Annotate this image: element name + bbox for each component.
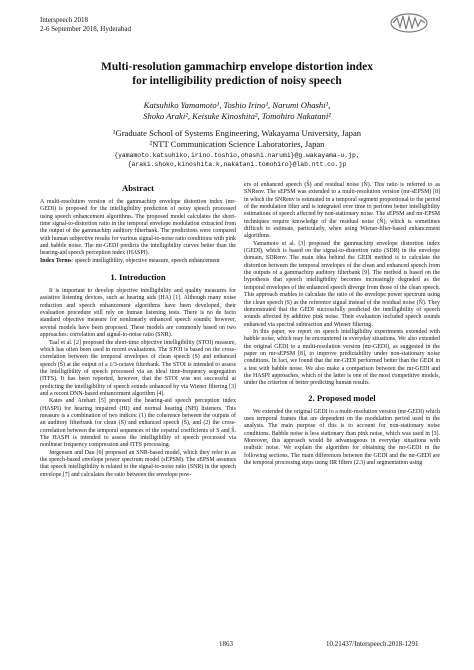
index-terms-label: Index Terms xyxy=(40,257,72,264)
abstract-heading: Abstract xyxy=(122,183,154,193)
title-line-2: for intelligibility prediction of noisy speech xyxy=(132,75,342,87)
interspeech-logo xyxy=(388,12,430,34)
conference-header xyxy=(40,16,131,34)
abstract-body: A multi-resolution version of the gammachirp envelope distortion index (mr-GEDI) is proposed for the intelligibility prediction of noisy speech processed using speech enhancement algorithms. The proposed model calculates the short-time signal-to-distortion ratio in the temporal envelope modulation extracted from the output of the gammachirp auditory filterbank. The predictions were compared with human subjective results for various signal-to-noise ratio conditions with pink and babble noise. The mr-GEDI predicts the intelligibility curves better than the hearing-aid speech perception index (HASPI). xyxy=(40,199,236,257)
affiliation-1: ¹Graduate School of Systems Engineering, Wakayama University, Japan xyxy=(112,128,362,138)
authors-line-2: Shoko Araki², Keisuke Kinoshita², Tomohiro Nakatani² xyxy=(143,111,331,121)
right-column xyxy=(244,182,440,467)
intro-paragraph-4: Jørgensen and Dau [6] proposed an SNR-based model, which they refer to as the speech-based envelope power spectrum model (sEPSM). The sEPSM assumes that speech intelligibility is related to the signal-to-noise ratio (SNR) in the speech envelope [7] and calculates the ratio between the envelope pow- xyxy=(40,449,236,478)
intro-paragraph-2: Taal et al. [2] proposed the short-time objective intelligibility (STOI) measure, which has often been used in recent evaluations. The STOI is based on the cross-correlation between the temporal envelopes of clean speech (S) and enhanced speech (Ŝ) at the output of a 1/3-octave filterbank. The STOI is intended to assess the intelligibility of speech processed via an ideal time-frequency segregation (ITFS). It has been reported, however, that the STOI was not successful at predicting the intelligibility of speech sounds enhanced by via Wiener filtering [3] and a recent DNN-based enhancement algorithm [4]. xyxy=(40,339,236,397)
author-emails xyxy=(0,152,474,169)
conference-name: Interspeech 2018 xyxy=(40,16,89,24)
page-number: 1863 xyxy=(219,640,233,648)
intro-paragraph-1: It is important to develop objective intelligibility and quality measures for assistive listening devices, such as hearing aids (HA) [1]. Although many noise reduction and speech enhancement algorithms have been developed, their evaluation procedure still rely on human listening tests. There is no de facto standard objective measure for nonlinearly enhanced speech sounds; however, several models have been proposed. These models are commonly based on two approaches: correlation and signal-to-noise ratio (SNR). xyxy=(40,288,236,339)
conference-dates: 2-6 September 2018, Hyderabad xyxy=(40,25,131,33)
index-terms xyxy=(40,258,236,265)
intro-paragraph-continued: ers of enhanced speech (Ŝ) and residual noise (N̂). This ratio is referred to as SNRenv. The sEPSM was extended to a multi-resolution version (mr-sEPSM) [8] in which the SNRenv is estimated in a temporal segment proportional to the period of the modulation filter and is integrated over time to perform better intelligibility estimations of speech affected by non-stationary noise. The sEPSM and mr-EPSM techniques require knowledge of the residual noise (N̂), which is sometimes difficult to estimate, particularly, when using Wiener-filter-based enhancement algorithms. xyxy=(244,182,440,240)
section-2-heading: 2. Proposed model xyxy=(308,392,376,403)
intro-paragraph-6: In this paper, we report on speech intelligibility experiments extended with babble noise, which may be encountered in everyday situations. We also extended the original GEDI to a multi-resolution version (mr-GEDI), as suggested in the paper on mr-sEPSM [8], to improve predictability under non-stationary noise conditions. In fact, we found that the mr-GEDI performed better than the GEDI in a test with babble noise. We also make a comparison between the mr-GEDI and the HASPI approaches, which of the latter is one of the most competitive models, under the criterion of better predicting human results. xyxy=(244,328,440,387)
authors-line-1: Katsuhiko Yamamoto¹, Toshio Irino¹, Narumi Ohashi¹, xyxy=(143,100,331,110)
left-column xyxy=(40,180,236,479)
index-terms-text: : speech intelligibility, objective measure, speech enhancement xyxy=(71,257,220,264)
proposed-model-paragraph: We extended the original GEDI to a multi-resolution version (mr-GEDI) which uses temporal frames that are dependent on the modulation period used in the analysis. The main purpose of this is to account for non-stationary noise conditions. Babble noise is less stationary than pink noise, which was used in [3]. Moreover, this approach would be advantageous in everyday situations with realistic noise. We explain the algorithm for obtaining the mr-GEDI in the following sections. The main differences between the GEDI and the mr-GEDI are the temporal processing steps using IIR filters (2.3) and segmentation using xyxy=(244,408,440,467)
affiliation-2: ²NTT Communication Science Laboratories, Japan xyxy=(149,139,325,149)
paper-title xyxy=(0,60,474,88)
author-list xyxy=(0,100,474,122)
section-1-heading: 1. Introduction xyxy=(110,272,166,283)
emails-line-1: {yamamoto.katsuhiko,irino.toshio,ohashi.narumi}@g.wakayama-u.jp, xyxy=(114,152,360,159)
title-line-1: Multi-resolution gammachirp envelope distortion index xyxy=(101,61,373,73)
affiliations xyxy=(0,128,474,150)
emails-line-2: {araki.shoko,kinoshita.k,nakatani.tomohiro}@lab.ntt.co.jp xyxy=(127,160,347,168)
intro-paragraph-5: Yamamoto et al. [3] proposed the gammachirp envelope distortion index (GEDI), which is based on the signal-to-distortion ratio (SDR) in the envelope domain, SDRenv. The main idea behind the GEDI method is to calculate the distortion between the temporal envelopes of the clean and enhanced speech from the outputs of a gammachirp auditory filterbank [9]. The method is based on the hypothesis that speech intelligibility becomes increasingly degraded as the temporal envelopes of the enhanced speech diverge from those of the clean speech. This approach enables to calculate the ratio of the envelope power spectrum using the clean speech (S) as the reference signal instead of the residual noise (N̂). They demonstrated that the GEDI successfully predicted the intelligibility of speech sounds affected by additive pink noise. Their evaluation included speech sounds enhanced via spectral subtraction and Wiener filtering. xyxy=(244,240,441,328)
intro-paragraph-3: Kates and Arehart [5] proposed the hearing-aid speech perception index (HASPI) for hearing impaired (HI) and normal hearing (NH) listeners. This measure is a combination of two indices: (1) the coherence between the outputs of an auditory filterbank for clean (S) and enhanced speech (Ŝ), and (2) the cross-correlation between the temporal sequences of the cepstral coefficients of S and Ŝ. The HASPI is intended to assess the intelligibility of speech processed via nonlinear frequency compression and ITFS processing. xyxy=(40,398,236,449)
doi-link[interactable]: 10.21437/Interspeech.2018-1291 xyxy=(326,640,419,648)
